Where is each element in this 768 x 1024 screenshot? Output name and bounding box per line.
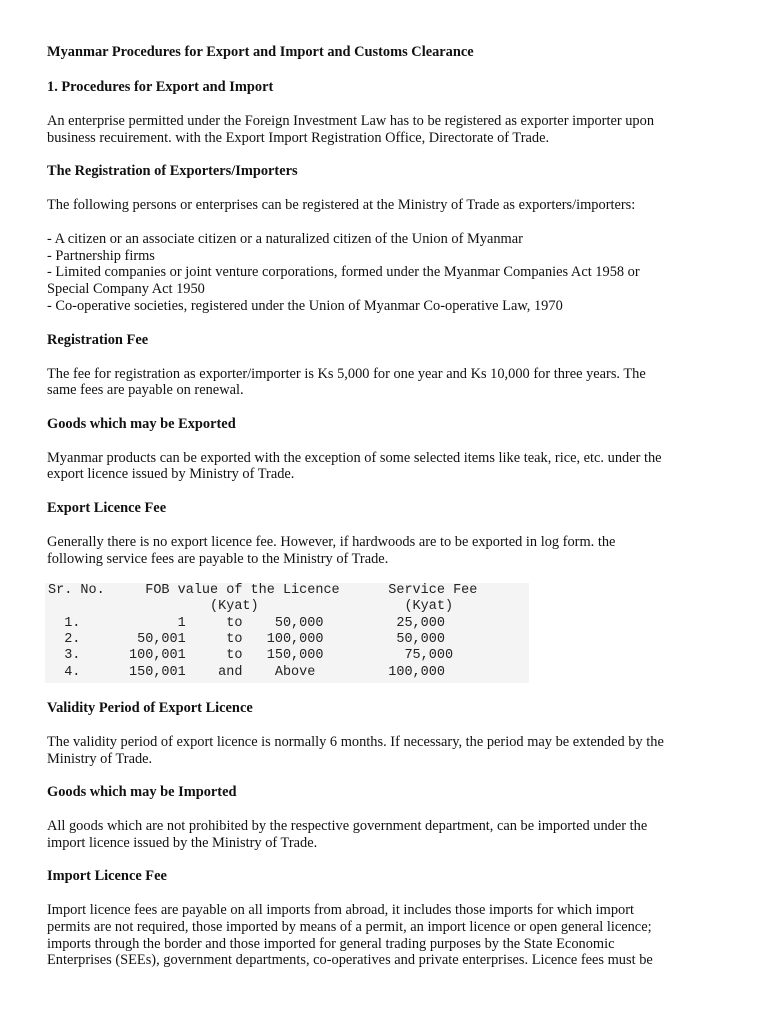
section-heading-procedures: 1. Procedures for Export and Import <box>47 79 274 95</box>
section-heading-export-licence-fee: Export Licence Fee <box>47 500 167 516</box>
fee-line: same fees are payable on renewal. <box>47 382 244 398</box>
fee-table-row: 2. 50,001 to 100,000 50,000 <box>48 632 445 647</box>
import-fee-line: Enterprises (SEEs), government departments, co-operatives and private enterprises. Licence fees must be <box>47 952 653 968</box>
fee-line: The fee for registration as exporter/importer is Ks 5,000 for one year and Ks 10,000 for three years. The <box>47 366 646 382</box>
validity-line: Ministry of Trade. <box>47 751 153 767</box>
fee-table-header: Sr. No. FOB value of the Licence Service Fee <box>48 583 478 598</box>
intro-line: business recuirement. with the Export Import Registration Office, Directorate of Trade. <box>47 130 550 146</box>
registration-list-item: - Co-operative societies, registered under the Union of Myanmar Co-operative Law, 1970 <box>47 298 563 314</box>
fee-table-header: (Kyat) (Kyat) <box>48 599 454 614</box>
registration-list-item: - Partnership firms <box>47 248 155 264</box>
import-fee-line: permits are not required, those imported by means of a permit, an import licence or open general licence; <box>47 919 652 935</box>
fee-table-row: 3. 100,001 to 150,000 75,000 <box>48 648 454 663</box>
validity-line: The validity period of export licence is normally 6 months. If necessary, the period may be extended by the <box>47 734 664 750</box>
section-heading-import-licence-fee: Import Licence Fee <box>47 868 167 884</box>
export-fee-line: Generally there is no export licence fee. However, if hardwoods are to be exported in log form. the <box>47 534 616 550</box>
import-fee-line: Import licence fees are payable on all imports from abroad, it includes those imports for which import <box>47 902 635 918</box>
section-heading-goods-exported: Goods which may be Exported <box>47 416 236 432</box>
fee-table-row: 4. 150,001 and Above 100,000 <box>48 665 445 680</box>
fee-table-row: 1. 1 to 50,000 25,000 <box>48 616 445 631</box>
service-fee-table <box>45 583 529 683</box>
section-heading-goods-imported: Goods which may be Imported <box>47 784 237 800</box>
section-heading-registration: The Registration of Exporters/Importers <box>47 163 298 179</box>
section-heading-validity: Validity Period of Export Licence <box>47 700 253 716</box>
intro-line: An enterprise permitted under the Foreign Investment Law has to be registered as exporter importer upon <box>47 113 655 129</box>
goods-export-line: export licence issued by Ministry of Trade. <box>47 466 295 482</box>
registration-list-item: - A citizen or an associate citizen or a naturalized citizen of the Union of Myanmar <box>47 231 523 247</box>
import-fee-line: imports through the border and those imported for general trading purposes by the State Economic <box>47 936 615 952</box>
goods-import-line: All goods which are not prohibited by the respective government department, can be imported under the <box>47 818 648 834</box>
goods-export-line: Myanmar products can be exported with the exception of some selected items like teak, rice, etc. under the <box>47 450 662 466</box>
goods-import-line: import licence issued by the Ministry of Trade. <box>47 835 318 851</box>
registration-list-item: - Limited companies or joint venture corporations, formed under the Myanmar Companies Act 1958 or <box>47 264 640 280</box>
export-fee-line: following service fees are payable to the Ministry of Trade. <box>47 551 389 567</box>
registration-lead: The following persons or enterprises can be registered at the Ministry of Trade as exporters/importers: <box>47 197 636 213</box>
document-title: Myanmar Procedures for Export and Import and Customs Clearance <box>47 44 474 60</box>
section-heading-registration-fee: Registration Fee <box>47 332 149 348</box>
registration-list-item: Special Company Act 1950 <box>47 281 205 297</box>
